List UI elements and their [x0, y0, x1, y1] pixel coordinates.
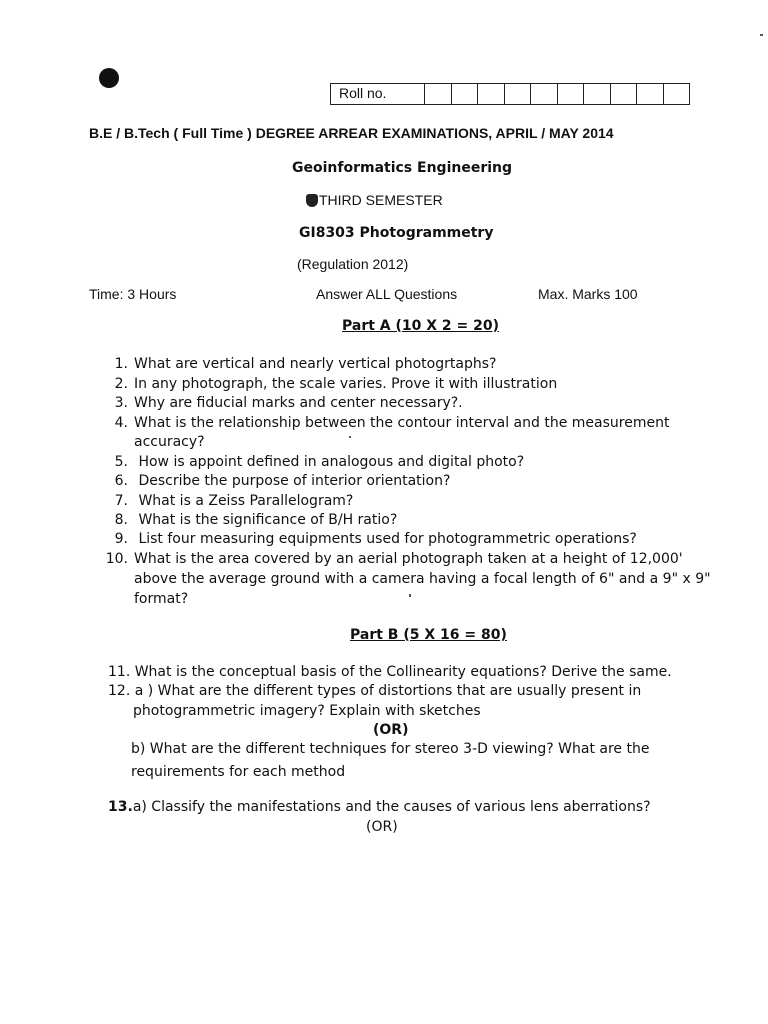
department-name: Geoinformatics Engineering	[292, 160, 513, 176]
question-text-continued: accuracy?	[134, 434, 205, 450]
question-text: List four measuring equipments used for photogrammetric operations?	[134, 531, 637, 547]
question-item	[104, 473, 450, 489]
scan-speck	[409, 594, 411, 597]
question-number: 4.	[114, 415, 128, 431]
question-item	[104, 531, 637, 547]
question-11: 11. What is the conceptual basis of the Collinearity equations? Derive the same.	[108, 664, 672, 680]
roll-number-label: Roll no.	[331, 84, 425, 104]
question-12b-continued: requirements for each method	[131, 764, 346, 780]
part-a-heading: Part A (10 X 2 = 20)	[342, 318, 500, 334]
semester-label: THIRD SEMESTER	[319, 192, 443, 208]
question-item	[104, 512, 397, 528]
question-item	[104, 493, 353, 509]
question-number: 3.	[114, 395, 128, 411]
question-12a: 12. a ) What are the different types of distortions that are usually present in	[108, 683, 642, 699]
punch-hole-mark	[99, 68, 119, 88]
question-number: 1.	[114, 356, 128, 372]
question-number: 10.	[105, 551, 128, 567]
question-item	[104, 395, 463, 411]
question-number: 8.	[114, 512, 128, 528]
exam-title: B.E / B.Tech ( Full Time ) DEGREE ARREAR EXAMINATIONS, APRIL / MAY 2014	[89, 125, 614, 141]
or-separator: (OR)	[366, 819, 398, 835]
question-number: 9.	[114, 531, 128, 547]
question-13a	[108, 799, 651, 815]
question-text: How is appoint defined in analogous and digital photo?	[134, 454, 525, 470]
roll-number-cell[interactable]	[664, 84, 690, 104]
roll-number-cell[interactable]	[611, 84, 638, 104]
scan-speck	[349, 436, 351, 438]
question-text: a) Classify the manifestations and the causes of various lens aberrations?	[132, 799, 651, 815]
or-separator: (OR)	[373, 722, 409, 738]
roll-number-box[interactable]	[330, 83, 690, 105]
roll-number-cell[interactable]	[558, 84, 585, 104]
roll-number-cell[interactable]	[637, 84, 664, 104]
question-text: What is the significance of B/H ratio?	[134, 512, 398, 528]
question-text-continued: above the average ground with a camera having a focal length of 6" and a 9" x 9"	[134, 571, 711, 587]
question-item	[104, 551, 683, 567]
question-item	[104, 376, 557, 392]
regulation: (Regulation 2012)	[297, 256, 409, 272]
scan-blot-icon	[306, 194, 318, 207]
question-item	[104, 356, 496, 372]
roll-number-cell[interactable]	[452, 84, 479, 104]
question-12b: b) What are the different techniques for stereo 3-D viewing? What are the	[131, 741, 650, 757]
question-12a-continued: photogrammetric imagery? Explain with sketches	[133, 703, 481, 719]
scan-speck	[760, 34, 763, 36]
question-number: 6.	[114, 473, 128, 489]
question-text-continued: format?	[134, 591, 189, 607]
exam-duration: Time: 3 Hours	[89, 286, 177, 302]
question-item	[104, 415, 669, 431]
question-text: What are vertical and nearly vertical photogrtaphs?	[134, 356, 497, 372]
question-item	[104, 454, 524, 470]
question-number: 5.	[114, 454, 128, 470]
question-number: 13.	[108, 799, 133, 815]
exam-instruction: Answer ALL Questions	[316, 286, 458, 302]
part-b-heading: Part B (5 X 16 = 80)	[350, 627, 507, 643]
max-marks: Max. Marks 100	[538, 286, 638, 302]
question-text: Describe the purpose of interior orientation?	[134, 473, 451, 489]
question-text: What is the relationship between the contour interval and the measurement	[134, 415, 670, 431]
question-text: What is the area covered by an aerial photograph taken at a height of 12,000'	[134, 551, 683, 567]
roll-number-cell[interactable]	[478, 84, 505, 104]
question-text: What is a Zeiss Parallelogram?	[134, 493, 354, 509]
roll-number-cell[interactable]	[505, 84, 532, 104]
roll-number-cell[interactable]	[584, 84, 611, 104]
question-text: In any photograph, the scale varies. Prove it with illustration	[134, 376, 558, 392]
question-text: Why are fiducial marks and center necessary?.	[134, 395, 463, 411]
roll-number-cell[interactable]	[531, 84, 558, 104]
question-number: 7.	[114, 493, 128, 509]
question-number: 2.	[114, 376, 128, 392]
roll-number-cell[interactable]	[425, 84, 452, 104]
semester-line	[306, 192, 443, 208]
course-title: GI8303 Photogrammetry	[299, 225, 494, 241]
